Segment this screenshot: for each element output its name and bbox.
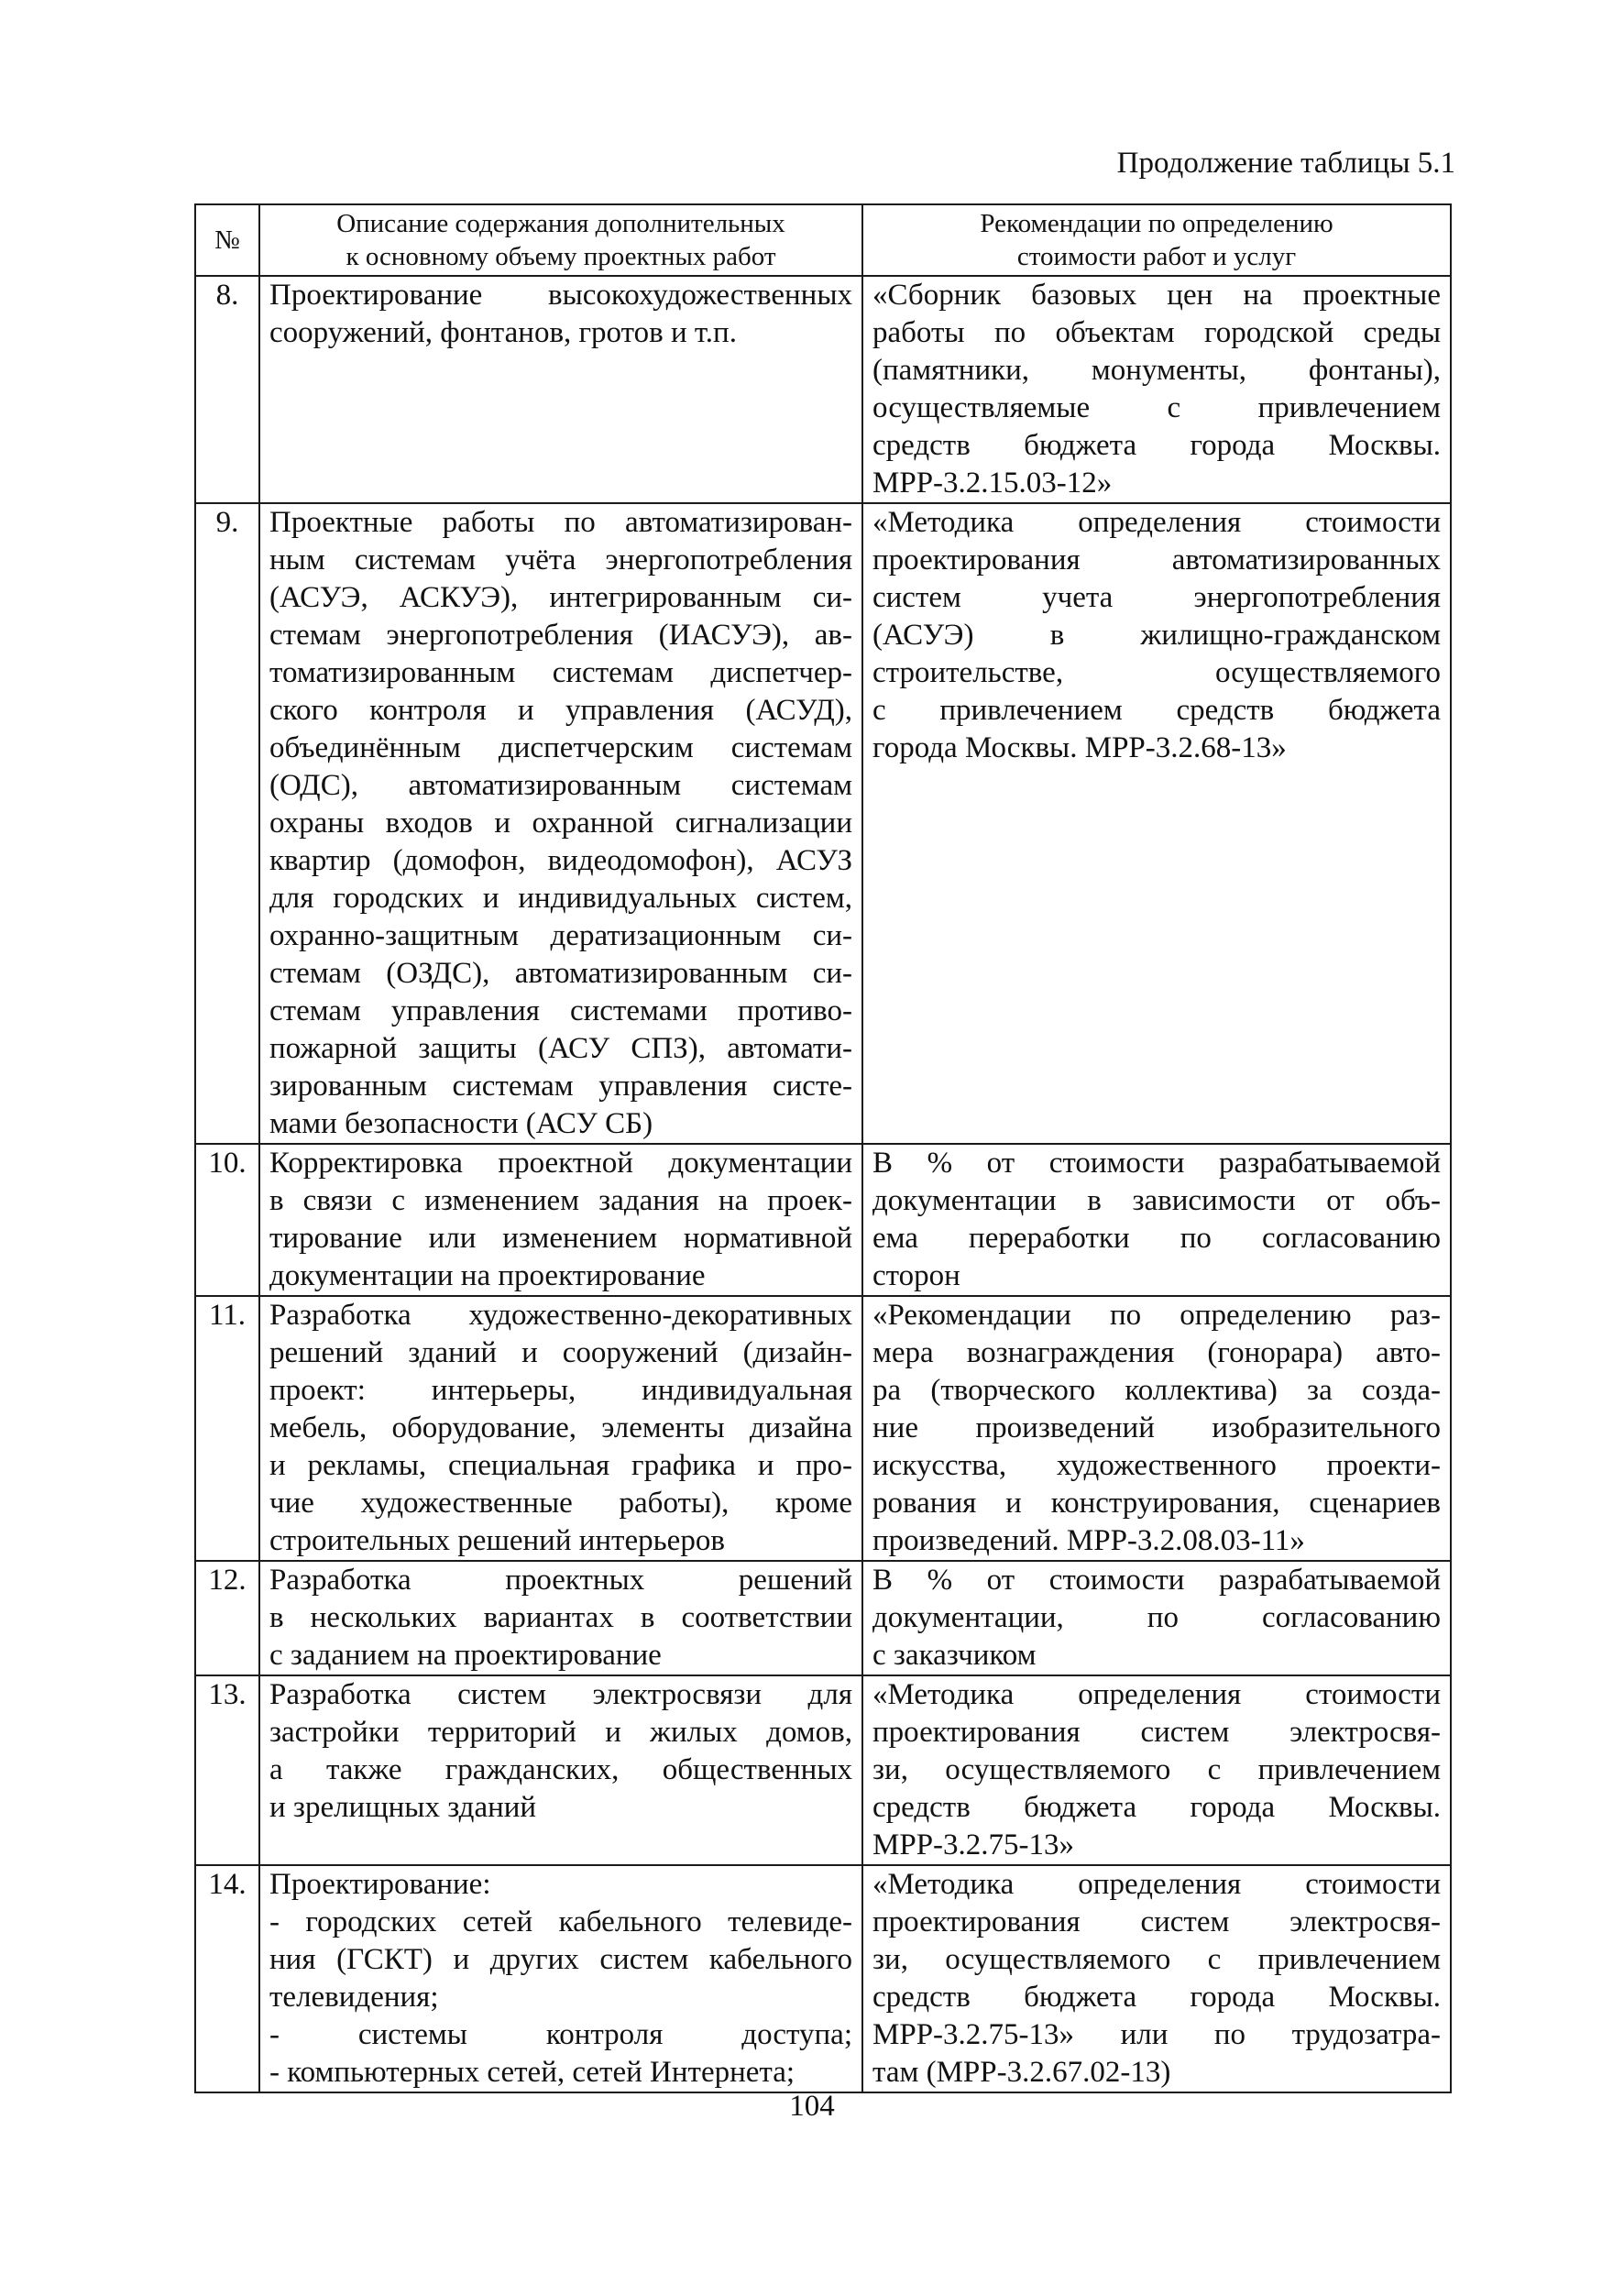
recommendation-line: работы по объектам городской среды [872,316,1441,349]
description-line: в нескольких вариантах в соответствии [269,1601,852,1634]
header-description-line-1: Описание содержания дополнительных [336,209,785,238]
recommendation-line: (АСУЭ) в жилищно-гражданском [872,619,1441,652]
header-number-label: № [214,225,240,255]
description-line: и зрелищных зданий [269,1791,537,1824]
recommendation-line: (памятники, монументы, фонтаны), [872,354,1441,387]
recommendation-line: мера вознаграждения (гонорара) авто- [872,1336,1441,1369]
description-line: - городских сетей кабельного телевиде- [269,1905,852,1938]
description-line: телевидения; [269,1981,439,2014]
description-line: пожарной защиты (АСУ СПЗ), автомати- [269,1032,852,1065]
header-description [259,204,862,276]
description-line: квартир (домофон, видеодомофон), АСУЗ [269,844,852,877]
row-number: 9. [195,503,259,1144]
cost-recommendation-table [194,203,1452,2093]
cost-recommendation-cell [862,1675,1451,1865]
description-line: с заданием на проектирование [269,1639,662,1672]
row-number: 11. [195,1296,259,1561]
cost-recommendation-cell [862,1865,1451,2092]
table-row [195,1144,1451,1296]
recommendation-line: МРР-3.2.75-13» [872,1828,1075,1861]
recommendation-line: ние произведений изобразительного [872,1411,1441,1444]
description-line: ным системам учёта энергопотребления [269,544,852,576]
recommendation-line: города Москвы. МРР-3.2.68-13» [872,731,1287,764]
recommendation-line: документации, по согласованию [872,1601,1441,1634]
description-line: объединённым диспетчерским системам [269,731,852,764]
table-header-row [195,204,1451,276]
description-line: мебель, оборудование, элементы дизайна [269,1411,852,1444]
cost-recommendation-cell [862,1561,1451,1675]
work-description-cell [259,503,862,1144]
recommendation-line: «Методика определения стоимости [872,1678,1441,1711]
description-line: Проектные работы по автоматизирован- [269,506,852,539]
description-line: для городских и индивидуальных систем, [269,882,852,915]
description-line: ского контроля и управления (АСУД), [269,694,852,727]
description-line: - системы контроля доступа; [269,2018,852,2051]
description-line: - компьютерных сетей, сетей Интернета; [269,2056,796,2089]
work-description-cell [259,1296,862,1561]
recommendation-line: зи, осуществляемого с привлечением [872,1943,1441,1976]
recommendation-line: произведений. МРР-3.2.08.03-11» [872,1524,1305,1557]
description-line: Разработка систем электросвязи для [269,1678,852,1711]
table-continuation-heading: Продолжение таблицы 5.1 [1116,147,1455,180]
header-recommendation-line-1: Рекомендации по определению [980,209,1333,238]
description-line: ния (ГСКТ) и других систем кабельного [269,1943,852,1976]
work-description-cell [259,1144,862,1296]
description-line: и рекламы, специальная графика и про- [269,1449,852,1482]
work-description-cell [259,276,862,503]
recommendation-line: «Сборник базовых цен на проектные [872,279,1441,312]
description-line: мами безопасности (АСУ СБ) [269,1107,653,1140]
row-number: 10. [195,1144,259,1296]
recommendation-line: «Методика определения стоимости [872,1868,1441,1901]
work-description-cell [259,1675,862,1865]
description-line: стемам энергопотребления (ИАСУЭ), ав- [269,619,852,652]
row-number: 14. [195,1865,259,2092]
description-line: (АСУЭ, АСКУЭ), интегрированным си- [269,581,852,614]
recommendation-line: проектирования систем электросвя- [872,1716,1441,1749]
recommendation-line: ра (творческого коллектива) за созда- [872,1374,1441,1407]
recommendation-line: там (МРР-3.2.67.02-13) [872,2056,1171,2089]
recommendation-line: проектирования автоматизированных [872,544,1441,576]
table-row [195,503,1451,1144]
cost-recommendation-cell [862,503,1451,1144]
description-line: тирование или изменением нормативной [269,1222,852,1255]
recommendation-line: с привлечением средств бюджета [872,694,1441,727]
description-line: (ОДС), автоматизированным системам [269,769,852,802]
description-line: документации на проектирование [269,1259,706,1292]
recommendation-line: «Рекомендации по определению раз- [872,1299,1441,1332]
description-line: зированным системам управления систе- [269,1070,852,1103]
recommendation-line: средств бюджета города Москвы. [872,1981,1441,2014]
recommendation-line: рования и конструирования, сценариев [872,1487,1441,1520]
description-line: охранно-защитным дератизационным си- [269,919,852,952]
description-line: проект: интерьеры, индивидуальная [269,1374,852,1407]
table-row [195,1561,1451,1675]
recommendation-line: ема переработки по согласованию [872,1222,1441,1255]
recommendation-line: строительстве, осуществляемого [872,656,1441,689]
recommendation-line: В % от стоимости разрабатываемой [872,1147,1441,1180]
recommendation-line: сторон [872,1259,960,1292]
page-number: 104 [789,2090,835,2123]
work-description-cell [259,1865,862,2092]
recommendation-line: В % от стоимости разрабатываемой [872,1564,1441,1597]
description-line: в связи с изменением задания на проек- [269,1184,852,1217]
description-line: Проектирование: [269,1868,491,1901]
header-recommendation-line-2: стоимости работ и услуг [1016,242,1297,271]
header-number [195,204,259,276]
recommendation-line: «Методика определения стоимости [872,506,1441,539]
recommendation-line: зи, осуществляемого с привлечением [872,1753,1441,1786]
description-line: Проектирование высокохудожественных [269,279,852,312]
recommendation-line: проектирования систем электросвя- [872,1905,1441,1938]
table-row [195,276,1451,503]
table-row [195,1296,1451,1561]
table-row [195,1675,1451,1865]
row-number: 8. [195,276,259,503]
description-line: чие художественные работы), кроме [269,1487,852,1520]
recommendation-line: средств бюджета города Москвы. [872,429,1441,462]
description-line: стемам управления системами противо- [269,994,852,1027]
row-number: 12. [195,1561,259,1675]
header-description-line-2: к основному объему проектных работ [346,242,776,271]
recommendation-line: искусства, художественного проекти- [872,1449,1441,1482]
description-line: строительных решений интерьеров [269,1524,725,1557]
recommendation-line: с заказчиком [872,1639,1037,1672]
description-line: Разработка художественно-декоративных [269,1299,852,1332]
recommendation-line: МРР-3.2.75-13» или по трудозатра- [872,2018,1441,2051]
description-line: решений зданий и сооружений (дизайн- [269,1336,852,1369]
description-line: а также гражданских, общественных [269,1753,852,1786]
table-row [195,1865,1451,2092]
description-line: Корректировка проектной документации [269,1147,852,1180]
work-description-cell [259,1561,862,1675]
cost-recommendation-cell [862,276,1451,503]
description-line: застройки территорий и жилых домов, [269,1716,852,1749]
description-line: охраны входов и охранной сигнализации [269,807,852,840]
row-number: 13. [195,1675,259,1865]
cost-recommendation-cell [862,1144,1451,1296]
recommendation-line: документации в зависимости от объ- [872,1184,1441,1217]
recommendation-line: осуществляемые с привлечением [872,391,1441,424]
description-line: томатизированным системам диспетчер- [269,656,852,689]
description-line: сооружений, фонтанов, гротов и т.п. [269,316,737,349]
description-line: Разработка проектных решений [269,1564,852,1597]
table-body [195,276,1451,2092]
header-recommendation [862,204,1451,276]
recommendation-line: средств бюджета города Москвы. [872,1791,1441,1824]
description-line: стемам (ОЗДС), автоматизированным си- [269,957,852,990]
cost-recommendation-cell [862,1296,1451,1561]
recommendation-line: МРР-3.2.15.03-12» [872,467,1113,500]
recommendation-line: систем учета энергопотребления [872,581,1441,614]
